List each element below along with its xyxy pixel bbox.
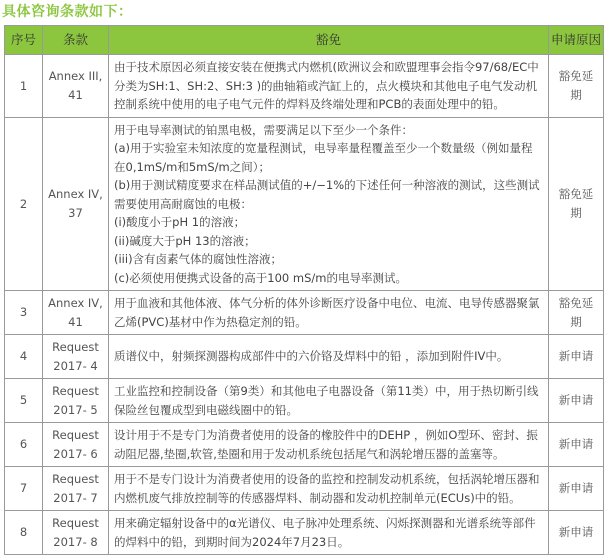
exemption-text: (a)用于实验室未知浓度的宽量程测试，电导率量程覆盖至少一个数量级（例如量程在0,1mS/m和5mS/m之间）； (114, 141, 533, 174)
row-reason: 新申请 (549, 467, 604, 511)
clause-line: Request (52, 428, 99, 442)
row-reason: 豁免延期 (549, 117, 604, 291)
table-header-row (5, 26, 604, 55)
clause-line: 41 (68, 87, 83, 102)
clause-line: 2017- 8 (53, 534, 98, 549)
table-row (5, 291, 604, 335)
row-exemption (109, 511, 549, 555)
row-exemption (109, 335, 549, 379)
clause-line: 2017- 5 (53, 402, 98, 417)
row-clause (43, 55, 109, 118)
clause-line: Request (52, 472, 99, 486)
exemption-text: 由于技术原因必须直接安装在便携式内燃机(欧洲议会和欧盟理事会指令97/68/EC中分类为SH:1、SH:2、SH:3 )的曲轴箱或汽缸上的，点火模块和其他电子电气发动机控制系统中使用的电子电气元件的焊料及终端处理和PCB的表面处理中的铅。 (114, 60, 539, 111)
clause-line: Request (52, 384, 99, 398)
row-exemption (109, 291, 549, 335)
row-clause (43, 117, 109, 291)
section-title: 具体咨询条款如下： (2, 4, 133, 20)
row-clause (43, 423, 109, 467)
row-number: 4 (5, 335, 43, 379)
exemption-text: 质谱仪中，射频探测器构成部件中的六价铬及焊料中的铅 ，添加到附件IV中。 (114, 349, 509, 364)
exemption-text: 工业监控和控制设备（第9类）和其他电子电器设备（第11类）中，用于热切断引线保险丝包覆成型到电磁线圈中的铅。 (114, 384, 539, 417)
row-exemption (109, 379, 549, 423)
exemption-text: (b)用于测试精度要求在样品测试值的+/−1%的下述任何一种溶液的测试，这些测试需要使用高耐腐蚀的电极： (114, 178, 540, 211)
clause-line: 2017- 7 (53, 490, 98, 505)
row-reason: 新申请 (549, 423, 604, 467)
exemption-text: (iii)含有卤素气体的腐蚀性溶液； (114, 252, 283, 266)
exemption-table (4, 25, 604, 555)
row-clause (43, 511, 109, 555)
clause-line: Annex IV, (48, 187, 103, 202)
row-reason: 新申请 (549, 379, 604, 423)
row-reason: 新申请 (549, 335, 604, 379)
row-number: 2 (5, 117, 43, 291)
header-reason: 申请原因 (549, 26, 604, 55)
exemption-text: (i)酸度小于pH 1的溶液； (114, 215, 246, 229)
table-row (5, 511, 604, 555)
exemption-text: 设计用于不是专门为消费者使用的设备的橡胶件中的DEHP ，例如O型环、密封、振动阻尼器,垫圈,软管,垫圈和用于发动机系统包括尾气和涡轮增压器的盖塞等。 (114, 428, 538, 461)
exemption-text: 用来确定辐射设备中的α光谱仪、电子脉冲处理系统、闪烁探测器和光谱系统等部件的焊料中的铅，到期时间为2024年7月23日。 (114, 516, 536, 549)
row-number: 7 (5, 467, 43, 511)
row-clause (43, 379, 109, 423)
table-row (5, 423, 604, 467)
table-row (5, 55, 604, 118)
clause-line: Request (52, 516, 99, 530)
row-number: 3 (5, 291, 43, 335)
table-row (5, 379, 604, 423)
header-clause: 条款 (43, 26, 109, 55)
exemption-text: 用于血液和其他体液、体气分析的体外诊断医疗设备中电位、电流、电导传感器聚氯乙烯(PVC)基材中作为热稳定剂的铅。 (114, 296, 540, 329)
row-exemption (109, 467, 549, 511)
header-no: 序号 (5, 26, 43, 55)
clause-line: 41 (68, 314, 83, 329)
row-clause (43, 291, 109, 335)
row-number: 6 (5, 423, 43, 467)
row-number: 1 (5, 55, 43, 118)
row-exemption (109, 423, 549, 467)
clause-line: Annex III, (48, 69, 103, 84)
row-reason: 豁免延期 (549, 291, 604, 335)
exemption-text: (c)必须使用便携式设备的高于100 mS/m的电导率测试。 (114, 270, 407, 285)
clause-line: Request (52, 340, 99, 354)
table-row (5, 467, 604, 511)
header-exemption: 豁免 (109, 26, 549, 55)
exemption-text: (ii)碱度大于pH 13的溶液； (114, 233, 256, 248)
row-exemption (109, 117, 549, 291)
row-reason: 新申请 (549, 511, 604, 555)
row-exemption (109, 55, 549, 118)
row-number: 8 (5, 511, 43, 555)
clause-line: 37 (68, 205, 83, 220)
row-clause (43, 467, 109, 511)
table-row (5, 335, 604, 379)
exemption-text: 用于不是专门设计为消费者使用的设备的监控和控制发动机系统，包括涡轮增压器和内燃机废气排放控制等的传感器焊料、制动器和发动机控制单元(ECUs)中的铅。 (114, 472, 540, 505)
row-number: 5 (5, 379, 43, 423)
row-clause (43, 335, 109, 379)
clause-line: 2017- 6 (53, 446, 98, 461)
table-row (5, 117, 604, 291)
clause-line: Annex IV, (48, 296, 103, 310)
row-reason: 豁免延期 (549, 55, 604, 118)
clause-line: 2017- 4 (53, 358, 98, 373)
exemption-text: 用于电导率测试的铂黑电极，需要满足以下至少一个条件： (114, 122, 413, 137)
